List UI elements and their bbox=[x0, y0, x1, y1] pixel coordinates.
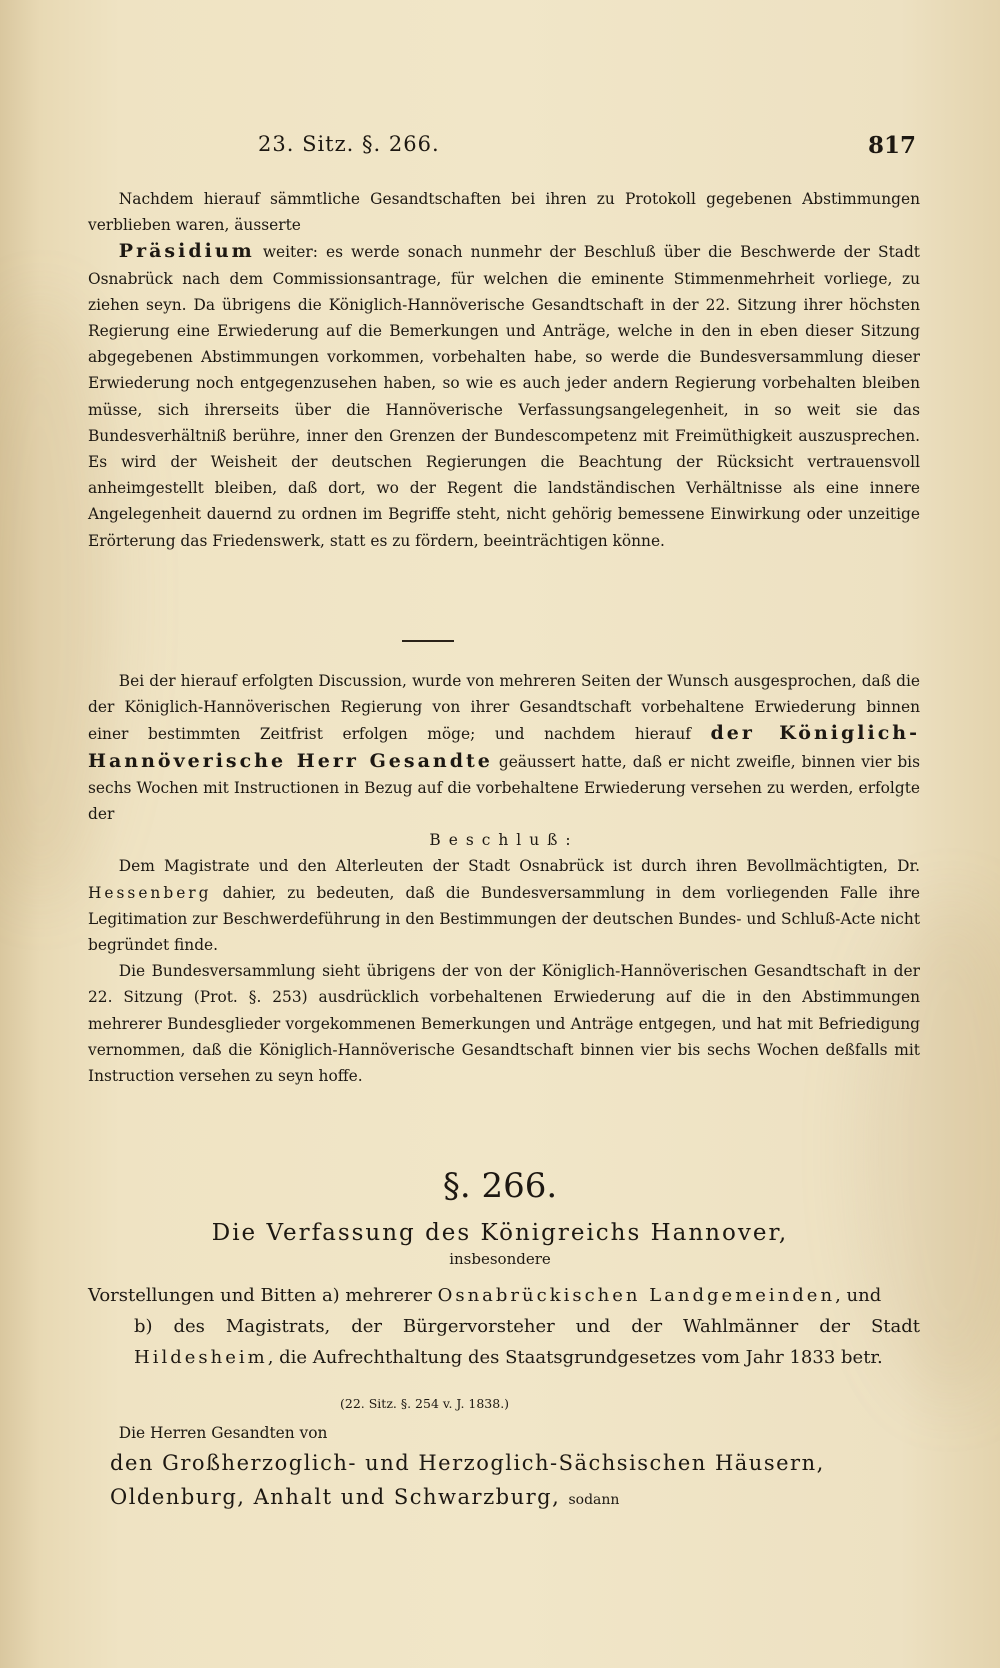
page-number: 817 bbox=[868, 132, 917, 159]
paragraph-4-text-a: Dem Magistrate und den Alterleuten der Stadt Osnabrück ist durch ihren Bevollmächtigten, Dr. bbox=[118, 857, 920, 876]
name-hessenberg: Hessenberg bbox=[88, 883, 212, 902]
request-a-tail: , und bbox=[835, 1285, 882, 1306]
praesidium-label: Präsidium bbox=[118, 240, 255, 263]
request-a bbox=[88, 1280, 920, 1311]
paragraph-3-text-a: Bei der hierauf erfolgten Discussion, wurde von mehreren Seiten der Wunsch ausgesprochen, daß die der Königlich-Hannöverischen Regierung von ihrer Gesandtschaft vorbehaltene Erwiederung binnen einer bestimmten Zeitfrist erfolgen möge; und nachdem hierauf bbox=[88, 672, 920, 744]
section-number: §. 266. bbox=[442, 1166, 558, 1206]
paragraph-4 bbox=[88, 853, 920, 958]
upper-text-block bbox=[88, 186, 920, 554]
protocol-reference: (22. Sitz. §. 254 v. J. 1838.) bbox=[340, 1396, 510, 1411]
states-list bbox=[110, 1446, 930, 1517]
paragraph-1: Nachdem hierauf sämmtliche Gesandtschaften bei ihren zu Protokoll gegebenen Abstimmungen verblieben waren, äusserte bbox=[88, 190, 920, 235]
section-title: Die Verfassung des Königreichs Hannover, bbox=[211, 1220, 789, 1246]
paragraph-5: Die Bundesversammlung sieht übrigens der von der Königlich-Hannöverischen Gesandtschaft in der 22. Sitzung (Prot. §. 253) ausdrücklich vorbehaltenen Erwiederung auf die in den Abstimmungen mehrerer Bundesglieder vorgekommenen Bemerkungen und Anträge entgegen, und hat mit Befriedigung vernommen, daß die Königlich-Hannöverische Gesandtschaft binnen vier bis sechs Wochen deßfalls mit Instruction versehen zu seyn hoffe. bbox=[88, 962, 920, 1086]
request-a-name: Osnabrückischen Landgemeinden bbox=[437, 1285, 836, 1306]
paragraph-3-text-c: geäussert hatte, daß er nicht zweifle, binnen vier bis sechs Wochen mit Instructionen in Bezug auf die vorbehaltene Erwiederung versehen zu werden, erfolgte der bbox=[88, 752, 920, 824]
paragraph-2 bbox=[88, 238, 920, 553]
paragraph-3 bbox=[88, 668, 920, 827]
request-b-name: Hildesheim bbox=[134, 1347, 268, 1368]
paragraph-2-text: weiter: es werde sonach nunmehr der Beschluß über die Beschwerde der Stadt Osnabrück nach dem Commissionsantrage, für welchen die eminente Stimmenmehrheit vorliege, zu ziehen seyn. Da übrigens die Königlich-Hannöverische Gesandtschaft in der 22. Sitzung ihrer höchsten Regierung eine Erwiederung auf die Bemerkungen und Anträge, welche in den in eben dieser Sitzung abgegebenen Abstimmungen vorkommen, vorbehalten habe, so werde die Bundesversammlung dieser Erwiederung noch entgegenzusehen haben, so wie es auch jeder andern Regierung vorbehalten bleiben müsse, sich ihrerseits über die Hannöverische Verfassungsangelegenheit, in so weit sie das Bundesverhältniß berühre, inner den Grenzen der Bundescompetenz mit Freimüthigkeit auszusprechen. Es wird der Weisheit der deutschen Regierungen die Beachtung der Rücksicht vertrauensvoll anheimgestellt bleiben, daß dort, wo der Regent die landständischen Verhältnisse als eine innere Angelegenheit dauernd zu ordnen im Begriffe steht, nicht gehörig bemessene Einwirkung oder unzeitige Erörterung das Friedenswerk, statt es zu fördern, beeinträchtigen könne. bbox=[88, 243, 920, 550]
resolution-heading: Beschluß: bbox=[429, 831, 579, 850]
section-reference: 23. Sitz. §. 266. bbox=[258, 132, 440, 156]
paragraph-4-text-b: dahier, zu bedeuten, daß die Bundesversammlung in dem vorliegenden Falle ihre Legitimation zur Beschwerdeführung in den Bestimmungen der deutschen Bundes- und Schluß-Acte nicht begründet finde. bbox=[88, 883, 920, 955]
request-a-lead: Vorstellungen und Bitten a) mehrerer bbox=[88, 1285, 438, 1306]
envoys-text: Die Herren Gesandten von bbox=[118, 1424, 328, 1442]
states-text: den Großherzoglich- und Herzoglich-Sächsischen Häusern, Oldenburg, Anhalt und Schwarzburg, bbox=[110, 1451, 825, 1509]
section-divider bbox=[402, 640, 454, 642]
request-list bbox=[88, 1280, 920, 1373]
envoys-intro bbox=[88, 1420, 920, 1446]
lower-text-block bbox=[88, 668, 920, 1089]
request-b-tail: , die Aufrechthaltung des Staatsgrundgesetzes vom Jahr 1833 betr. bbox=[267, 1347, 883, 1368]
states-tail: sodann bbox=[568, 1492, 620, 1508]
envoy-name: der Königlich-Hannöverische Herr Gesandte bbox=[88, 722, 920, 772]
request-b bbox=[88, 1311, 920, 1373]
page-header bbox=[0, 132, 1000, 172]
request-b-lead: b) des Magistrats, der Bürgervorsteher und der Wahlmänner der Stadt bbox=[134, 1316, 920, 1337]
section-subtitle: insbesondere bbox=[449, 1250, 551, 1268]
